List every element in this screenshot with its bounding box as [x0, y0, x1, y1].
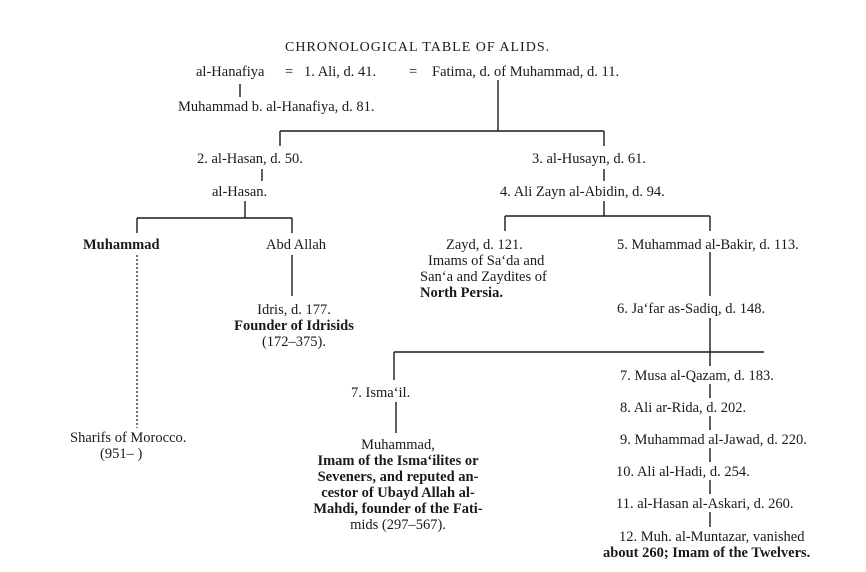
node-al-hasan: 2. al-Hasan, d. 50. — [197, 151, 303, 167]
ismaili-line: Mahdi, founder of the Fati- — [313, 501, 483, 517]
zayd-line: Imams of Sa‘da and — [428, 253, 545, 269]
node-askari: 11. al-Hasan al-Askari, d. 260. — [616, 496, 794, 512]
zayd-line: North Persia. — [420, 285, 503, 301]
marriage-sign: = — [409, 64, 418, 80]
sharifs-line: (951– ) — [100, 446, 143, 462]
node-ismaili-muhammad — [300, 437, 496, 533]
node-fatima: Fatima, d. of Muhammad, d. 11. — [432, 64, 620, 80]
node-muhammad: Muhammad — [83, 237, 160, 253]
ismaili-line: Imam of the Isma‘ilites or — [317, 453, 479, 469]
sharifs-line: Sharifs of Morocco. — [70, 430, 187, 446]
node-jafar: 6. Ja‘far as-Sadiq, d. 148. — [617, 301, 766, 317]
node-idris — [214, 302, 374, 350]
marriage-sign: = — [285, 64, 294, 80]
zayd-line: San‘a and Zaydites of — [420, 269, 547, 285]
idris-line: (172–375). — [261, 334, 327, 350]
ismaili-line: Seveners, and reputed an- — [317, 469, 479, 485]
node-abd-allah: Abd Allah — [266, 237, 327, 253]
node-ali: 1. Ali, d. 41. — [304, 64, 377, 80]
node-zayd — [420, 237, 547, 301]
node-hadi: 10. Ali al-Hadi, d. 254. — [616, 464, 750, 480]
node-muntazar-note: about 260; Imam of the Twelvers. — [603, 545, 811, 561]
node-sharifs — [70, 430, 186, 462]
node-al-hasan-son: al-Hasan. — [212, 184, 268, 200]
node-ibn-hanafiya: Muhammad b. al-Hanafiya, d. 81. — [178, 99, 375, 115]
ismaili-line: mids (297–567). — [350, 517, 446, 533]
node-ismail: 7. Isma‘il. — [351, 385, 411, 401]
node-al-hanafiya: al-Hanafiya — [196, 64, 265, 80]
idris-line: Founder of Idrisids — [234, 318, 354, 334]
node-ali-rida: 8. Ali ar-Rida, d. 202. — [620, 400, 747, 416]
ismaili-line: Muhammad, — [361, 437, 435, 453]
node-al-husayn: 3. al-Husayn, d. 61. — [532, 151, 646, 167]
zayd-line: Zayd, d. 121. — [446, 237, 523, 253]
node-bakir: 5. Muhammad al-Bakir, d. 113. — [617, 237, 799, 253]
node-muntazar: 12. Muh. al-Muntazar, vanished — [619, 529, 805, 545]
node-zayn-al-abidin: 4. Ali Zayn al-Abidin, d. 94. — [500, 184, 665, 200]
node-jawad: 9. Muhammad al-Jawad, d. 220. — [620, 432, 807, 448]
page-title: CHRONOLOGICAL TABLE OF ALIDS. — [285, 40, 551, 55]
idris-line: Idris, d. 177. — [257, 302, 331, 318]
node-musa: 7. Musa al-Qazam, d. 183. — [620, 368, 774, 384]
ismaili-line: cestor of Ubayd Allah al- — [321, 485, 475, 501]
